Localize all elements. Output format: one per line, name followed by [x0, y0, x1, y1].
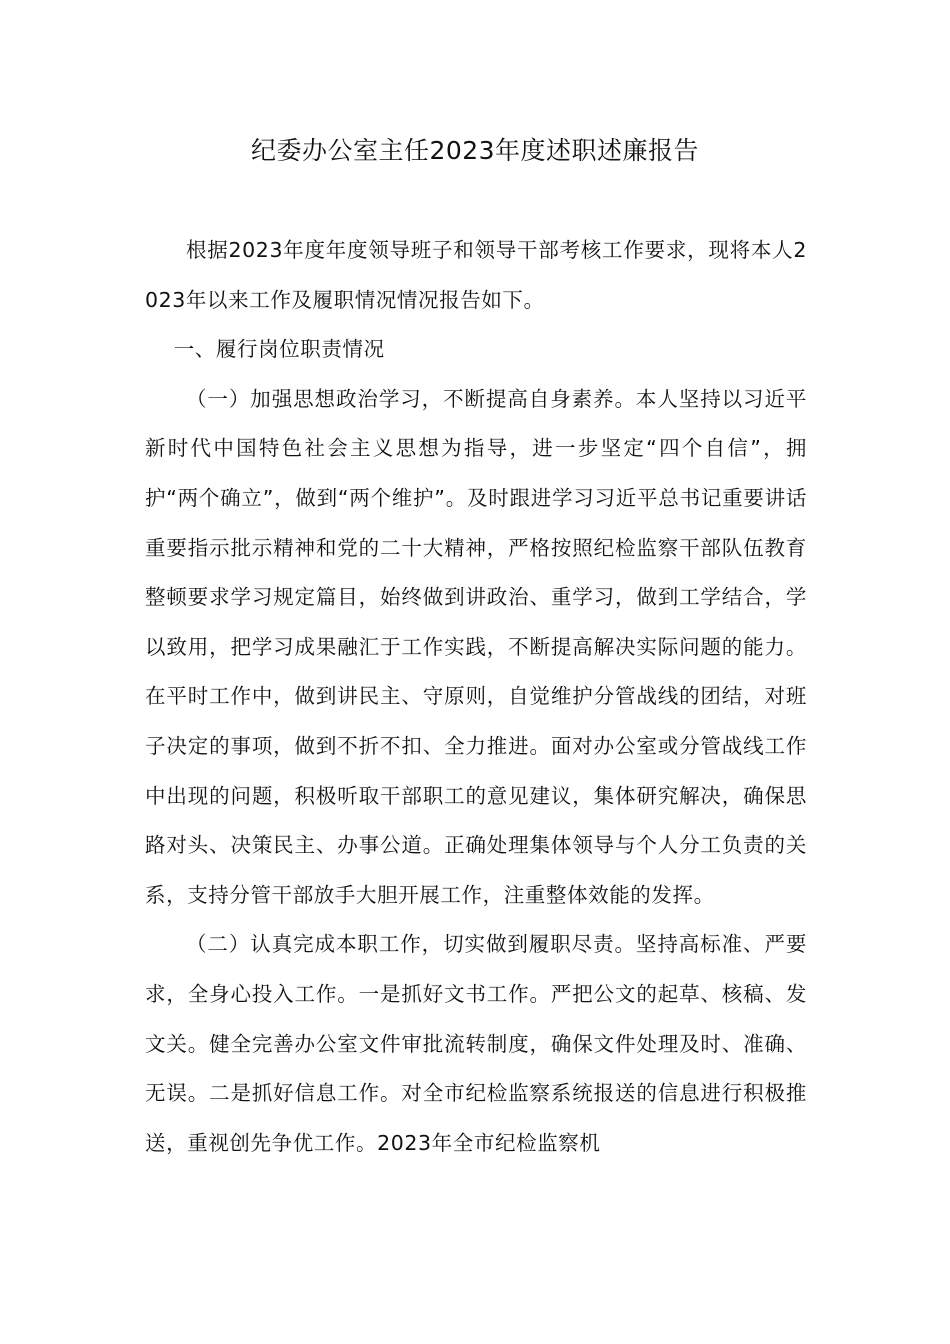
document-title: 纪委办公室主任2023年度述职述廉报告	[250, 136, 700, 165]
paragraph-intro: 根据2023年度年度领导班子和领导干部考核工作要求，现将本人2023年以来工作及履职情况情况报告如下。	[145, 238, 807, 312]
paragraph-subsection-1: （一）加强思想政治学习，不断提高自身素养。本人坚持以习近平新时代中国特色社会主义思想为指导，进一步坚定“四个自信”，拥护“两个确立”，做到“两个维护”。及时跟进学习习近平总书记重要讲话重要指示批示精神和党的二十大精神，严格按照纪检监察干部队伍教育整顿要求学习规定篇目，始终做到讲政治、重学习，做到工学结合，学以致用，把学习成果融汇于工作实践，不断提高解决实际问题的能力。在平时工作中，做到讲民主、守原则，自觉维护分管战线的团结，对班子决定的事项，做到不折不扣、全力推进。面对办公室或分管战线工作中出现的问题，积极听取干部职工的意见建议，集体研究解决，确保思路对头、决策民主、办事公道。正确处理集体领导与个人分工负责的关系，支持分管干部放手大胆开展工作，注重整体效能的发挥。	[145, 386, 807, 907]
section-heading-1: 一、履行岗位职责情况	[173, 337, 385, 362]
paragraph-subsection-2: （二）认真完成本职工作，切实做到履职尽责。坚持高标准、严要求，全身心投入工作。一是抓好文书工作。严把公文的起草、核稿、发文关。健全完善办公室文件审批流转制度，确保文件处理及时、准确、无误。二是抓好信息工作。对全市纪检监察系统报送的信息进行积极推送，重视创先争优工作。2023年全市纪检监察机	[145, 932, 807, 1155]
document-body	[145, 226, 807, 1168]
